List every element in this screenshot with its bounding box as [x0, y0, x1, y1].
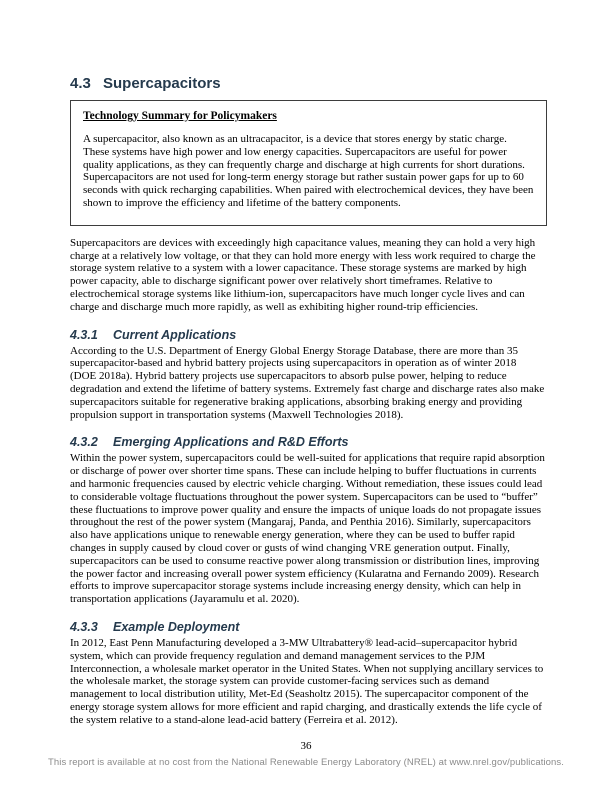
subsection-number: 4.3.3 — [70, 619, 98, 634]
section-number: 4.3 — [70, 75, 91, 92]
subsection-number: 4.3.2 — [70, 435, 98, 450]
section-heading-current-applications — [70, 328, 545, 343]
section-body-example-deployment: In 2012, East Penn Manufacturing developed a 3-MW Ultrabattery® lead-acid–supercapacitor hybrid system, which can provide frequency regulation and demand management services to the PJM Interconnection, a wholesale market operator in the United States. When not supplying ancillary services to the wholesale market, the storage system can provide customer-facing services such as demand management to local distribution utility, Met-Ed (Seasholtz 2015). The supercapacitor component of the energy storage system allows for more efficient and rapid charging, and drastically extends the life cycle of the system relative to a stand-alone lead-acid battery (Ferreira et al. 2012). — [70, 636, 544, 726]
section-heading-example-deployment — [70, 620, 545, 635]
summary-box-title: Technology Summary for Policymakers — [83, 110, 277, 122]
subsection-title-text: Current Applications — [113, 327, 237, 342]
subsection-title-text: Example Deployment — [113, 619, 240, 634]
section-body-emerging-applications: Within the power system, supercapacitors could be well-suited for applications that require rapid absorption or discharge of power over shorter time spans. These can include helping to buffer fluctuations in currents and harmonic frequencies caused by electric vehicle charging. Without remediation, these issues could lead to considerable voltage fluctuations throughout the power system. Supercapacitors can be used to “buffer” these fluctuations to improve power quality and ensure the impacts of unique loads do not propagate issues throughout the rest of the power system (Mangaraj, Panda, and Penthia 2016). Similarly, supercapacitors also have applications unique to renewable energy generation, where they can be used to buffer rapid changes in supply caused by cloud cover or gusts of wind changing VRE generation output. Finally, supercapacitors can be used to consume reactive power along transmission or distribution lines, improving the power factor and increasing overall power system efficiency (Kularatna and Fernando 2009). Research efforts to improve supercapacitor storage systems include increasing energy density, which can help in transportation applications (Jayaramulu et al. 2020). — [70, 452, 545, 606]
section-heading-emerging-applications — [70, 435, 545, 450]
subsection-title-text: Emerging Applications and R&D Efforts — [113, 435, 349, 450]
footer-availability-note: This report is available at no cost from the National Renewable Energy Laboratory (NREL) at www.nrel.gov/publications. — [47, 757, 565, 768]
subsection-number: 4.3.1 — [70, 327, 98, 342]
section-title-text: Supercapacitors — [103, 75, 221, 92]
summary-box-body: A supercapacitor, also known as an ultracapacitor, is a device that stores energy by static charge. These systems have high power and low energy capacities. Supercapacitors are useful for power quality applications, as they can frequently charge and discharge at high currents for short durations. Supercapacitors are not used for long-term energy storage but rather sustain power gaps for up to 60 seconds with quick recharging capabilities. When paired with electrochemical devices, they have been shown to improve the efficiency and lifetime of the battery components. — [83, 133, 534, 209]
intro-paragraph: Supercapacitors are devices with exceedingly high capacitance values, meaning they can hold a very high charge at a relatively low voltage, or that they can hold more energy with less work required to charge the storage system relative to a system with a lower capacitance. These storage systems are marked by high power capacity, able to discharge significant power over relatively short timeframes. Relative to electrochemical storage systems like lithium-ion, supercapacitors have much longer cycle lives and can charge and discharge much more rapidly, as well as exhibiting higher round-trip efficiencies. — [70, 236, 536, 313]
section-body-current-applications: According to the U.S. Department of Energy Global Energy Storage Database, there are more than 35 supercapacitor-based and hybrid battery projects using supercapacitors in operation as of winter 2018 (DOE 2018a). Hybrid battery projects use supercapacitors to absorb pulse power, helping to reduce degradation and extend the lifetime of battery systems. Extremely fast charge and discharge rates also make supercapacitors suitable for regenerative braking applications, absorbing braking energy and providing propulsion support in transportation systems (Maxwell Technologies 2018). — [70, 344, 545, 421]
page-title — [70, 75, 545, 93]
page-number: 36 — [300, 740, 312, 752]
summary-box — [70, 100, 547, 226]
